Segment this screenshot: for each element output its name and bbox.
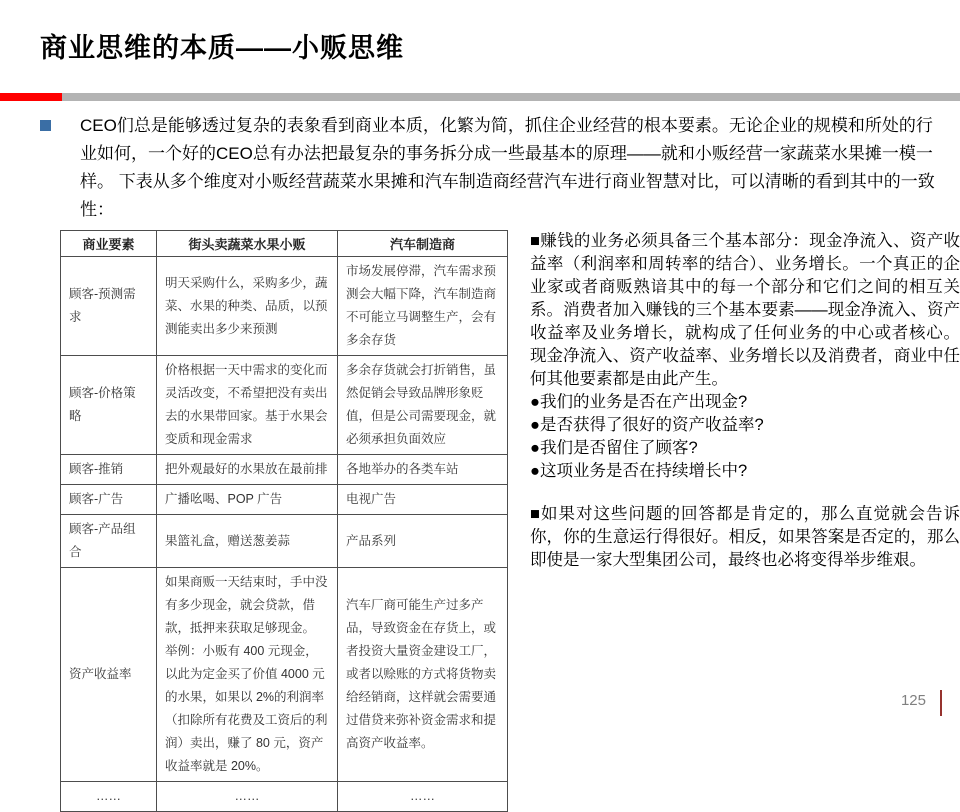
cell-vendor: 广播吆喝、POP 广告 (157, 485, 338, 515)
cell-vendor: 把外观最好的水果放在最前排 (157, 455, 338, 485)
page-number: 125 (900, 692, 926, 709)
title-divider-accent (0, 93, 62, 101)
intro-text: CEO们总是能够透过复杂的表象看到商业本质，化繁为简，抓住企业经营的根本要素。无论企业的规模和所处的行业如何，一个好的CEO总有办法把最复杂的事务拆分成一些最基本的原理——就和小贩经营一家蔬菜水果摊一模一样。 下表从多个维度对小贩经营蔬菜水果摊和汽车制造商经营汽车进行商业智慧对比，可以清晰的看到其中的一致性： (80, 116, 935, 219)
cell-vendor: 价格根据一天中需求的变化而灵活改变，不希望把没有卖出去的水果带回家。基于水果会变质和现金需求 (157, 356, 338, 455)
question-item: ●是否获得了很好的资产收益率? (530, 416, 764, 434)
comparison-table (60, 230, 508, 812)
cell-vendor: …… (157, 782, 338, 812)
question-item: ●这项业务是否在持续增长中? (530, 462, 748, 480)
cell-factor: 顾客-产品组合 (61, 515, 157, 568)
table-row (61, 485, 508, 515)
intro-paragraph (40, 112, 940, 224)
panel-question-list (530, 391, 960, 483)
cell-factor: …… (61, 782, 157, 812)
page-number-divider (940, 690, 942, 716)
cell-factor: 顾客-价格策略 (61, 356, 157, 455)
cell-factor: 资产收益率 (61, 568, 157, 782)
table-row (61, 782, 508, 812)
cell-automaker: 电视广告 (338, 485, 508, 515)
panel-paragraph-1: ■赚钱的业务必须具备三个基本部分：现金净流入、资产收益率（利润率和周转率的结合）、业务增长。一个真正的企业家或者商贩熟谙其中的每一个部分和它们之间的相互关系。消费者加入赚钱的三个基本要素——现金净流入、资产收益率及业务增长，就构成了任何业务的中心或者核心。 现金净流入、资产收益率、业务增长以及消费者，商业中任何其他要素都是由此产生。 (530, 232, 960, 388)
table-row (61, 568, 508, 782)
table-header-row (61, 231, 508, 257)
cell-factor: 顾客-推销 (61, 455, 157, 485)
cell-automaker: …… (338, 782, 508, 812)
cell-automaker: 汽车厂商可能生产过多产品，导致资金在存货上，或者投资大量资金建设工厂，或者以赊账的方式将货物卖给经销商，这样就会需要通过借贷来弥补资金需求和提高资产收益率。 (338, 568, 508, 782)
title-divider (0, 93, 960, 101)
page-title: 商业思维的本质——小贩思维 (40, 33, 404, 63)
square-bullet-icon (40, 120, 51, 131)
cell-automaker: 多余存货就会打折销售，虽然促销会导致品牌形象贬值，但是公司需要现金，就必须承担负面效应 (338, 356, 508, 455)
cell-vendor: 明天采购什么，采购多少，蔬菜、水果的种类、品质，以预测能卖出多少来预测 (157, 257, 338, 356)
cell-factor: 顾客-广告 (61, 485, 157, 515)
table-row (61, 515, 508, 568)
cell-factor: 顾客-预测需求 (61, 257, 157, 356)
table-row (61, 356, 508, 455)
table-row (61, 257, 508, 356)
table-row (61, 455, 508, 485)
cell-vendor: 果篮礼盒，赠送葱姜蒜 (157, 515, 338, 568)
cell-automaker: 产品系列 (338, 515, 508, 568)
question-item: ●我们的业务是否在产出现金? (530, 393, 748, 411)
page-footer (901, 690, 942, 716)
cell-vendor: 如果商贩一天结束时，手中没有多少现金，就会贷款，借款，抵押来获取足够现金。 举例：小贩有 400 元现金，以此为定金买了价值 4000 元的水果，如果以 2%的利润率（扣除所有花费及工资后的利润）卖出，赚了 80 元，资产收益率就是 20%。 (157, 568, 338, 782)
cell-automaker: 各地举办的各类车站 (338, 455, 508, 485)
column-header-vendor: 街头卖蔬菜水果小贩 (157, 231, 338, 257)
column-header-factor: 商业要素 (61, 231, 157, 257)
cell-automaker: 市场发展停滞，汽车需求预测会大幅下降，汽车制造商不可能立马调整生产，会有多余存货 (338, 257, 508, 356)
column-header-automaker: 汽车制造商 (338, 231, 508, 257)
question-item: ●我们是否留住了顾客? (530, 439, 698, 457)
panel-paragraph-2: ■如果对这些问题的回答都是肯定的，那么直觉就会告诉你，你的生意运行得很好。相反，如果答案是否定的，那么即使是一家大型集团公司，最终也必将变得举步维艰。 (530, 505, 960, 569)
right-text-panel (530, 230, 960, 572)
